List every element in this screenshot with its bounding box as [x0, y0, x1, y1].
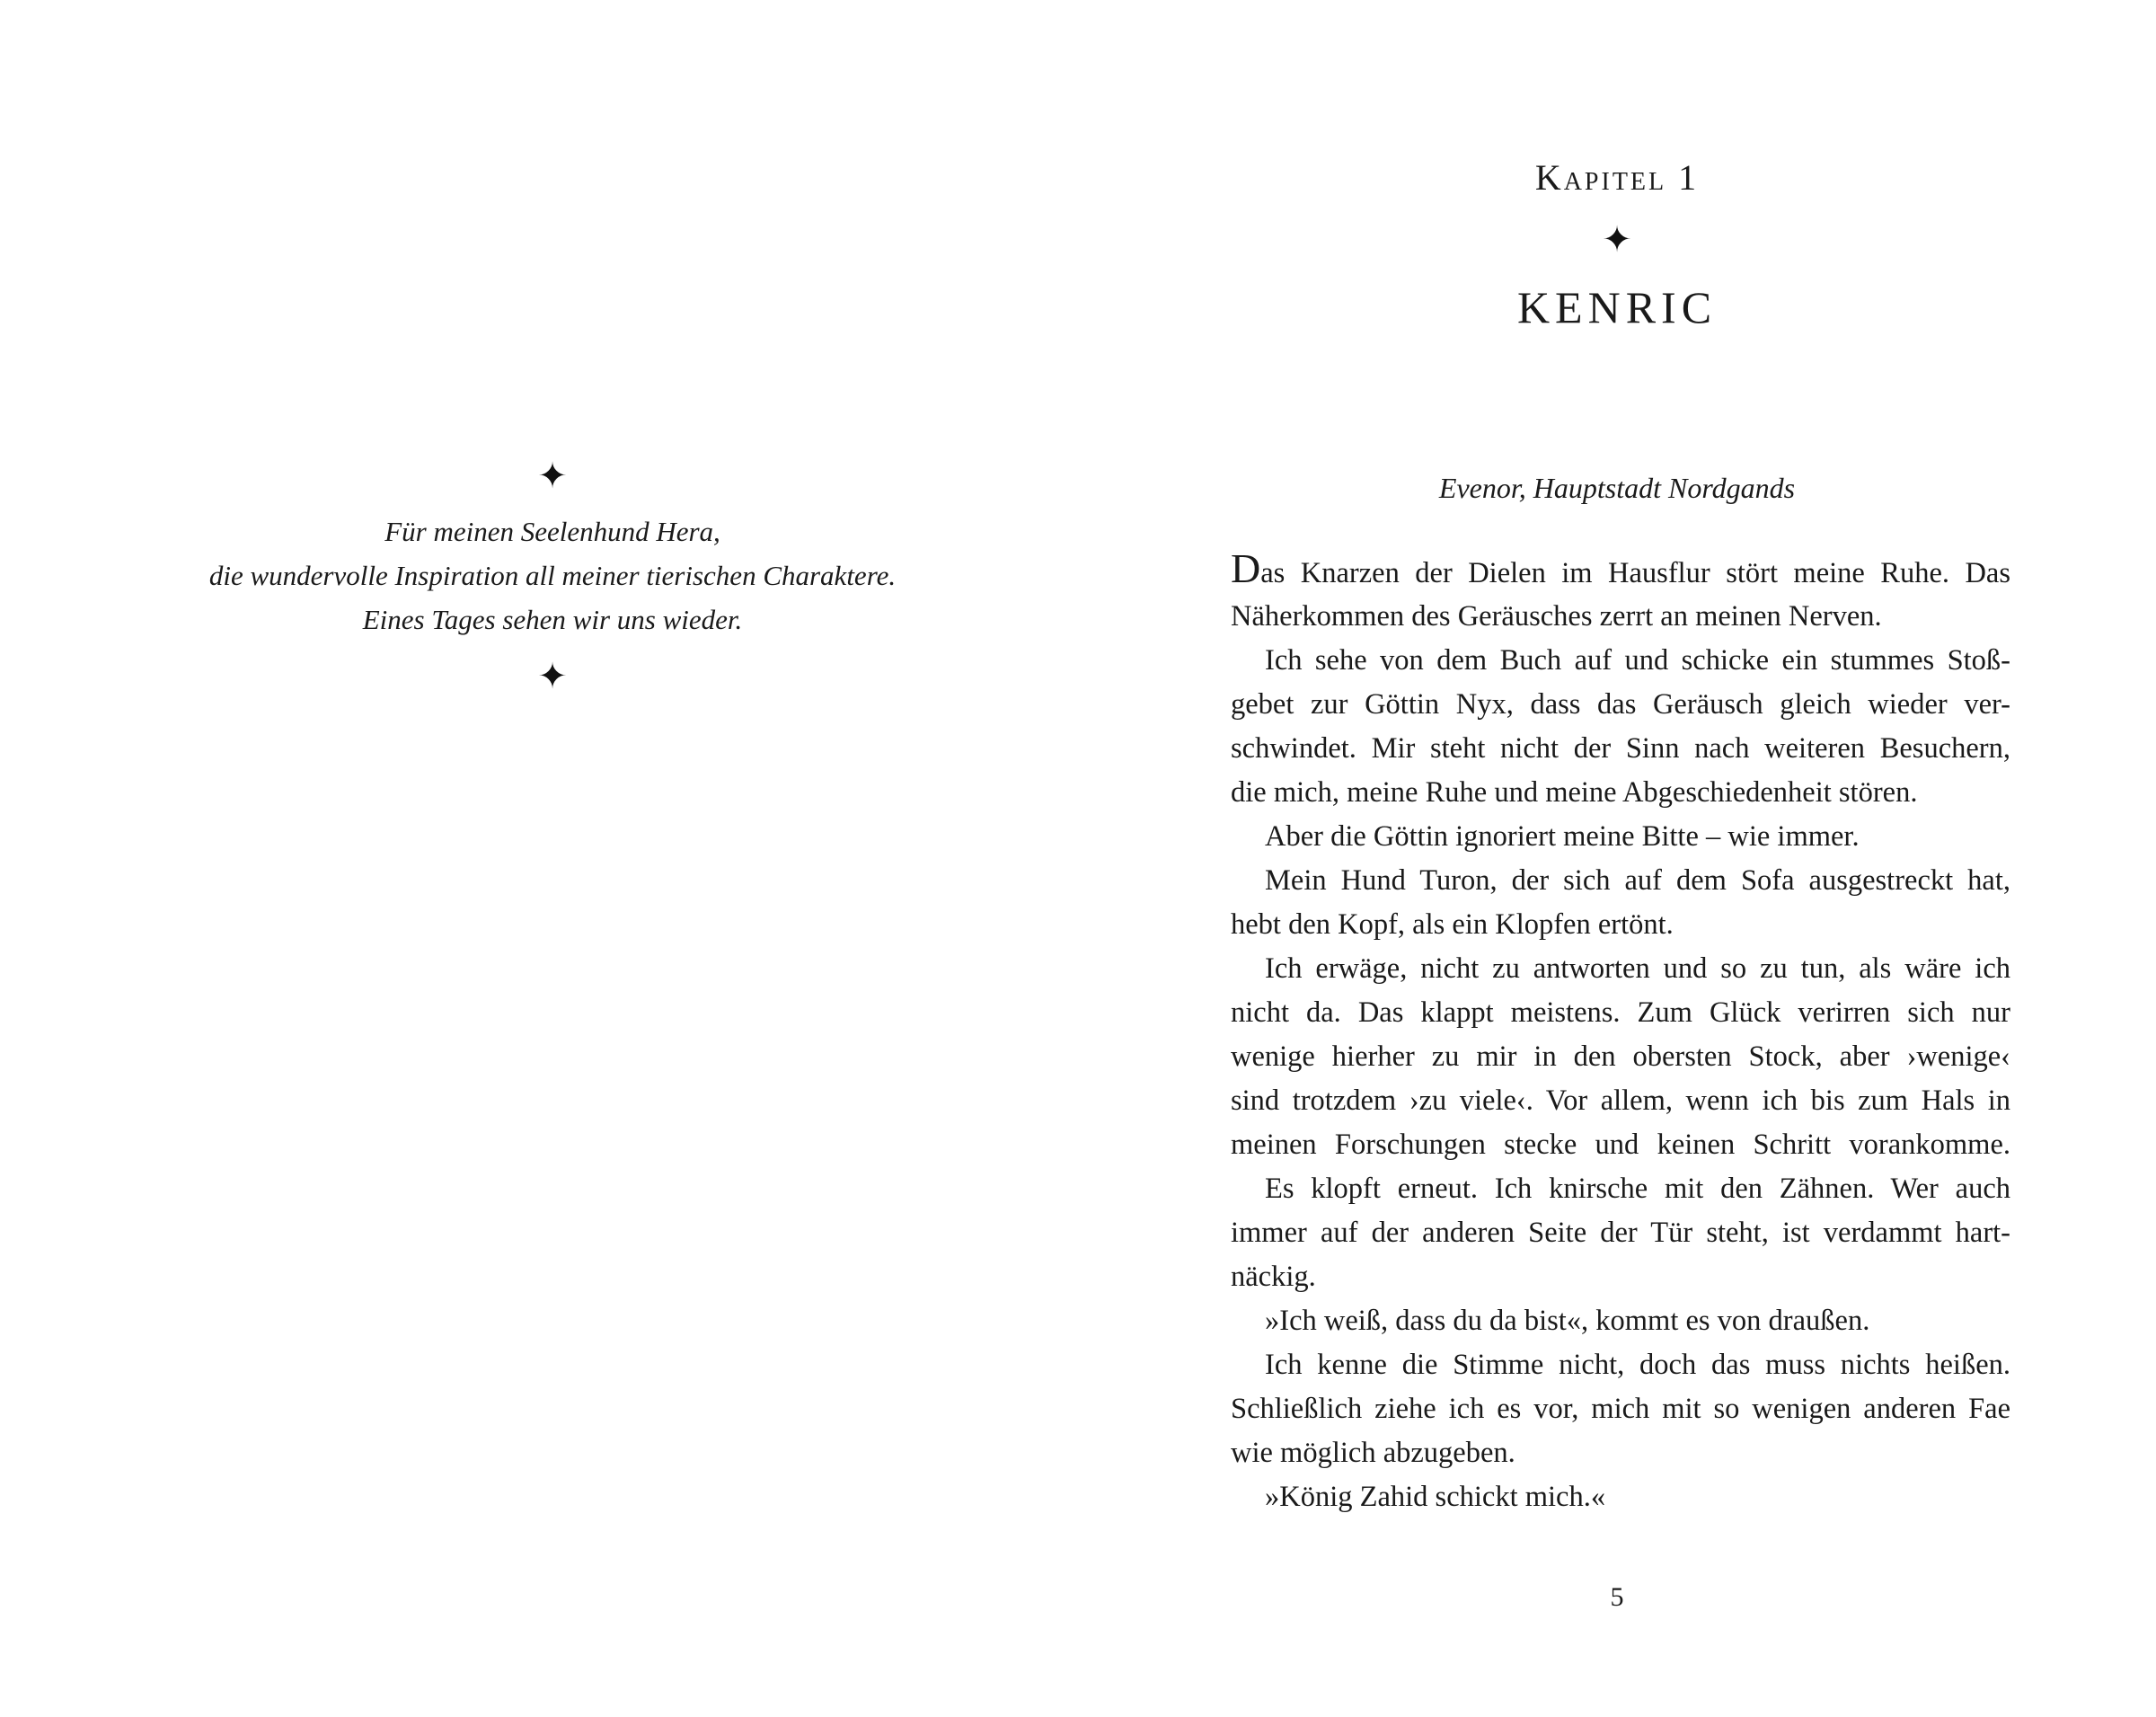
text-line: Ich erwäge, nicht zu antworten und so zu tun, als wäre ich [1265, 952, 2010, 985]
chapter-title: KENRIC [1516, 282, 1718, 332]
dedication-text [0, 509, 1105, 642]
text-line: gebet zur Göttin Nyx, dass das Geräusch gleich wieder ver- [1231, 688, 2010, 721]
text-line: »Ich weiß, dass du da bist«, kommt es von draußen. [1265, 1305, 1870, 1337]
text-line: wenige hierher zu mir in den obersten Stock, aber ›wenige‹ [1231, 1040, 2010, 1073]
text-line: sind trotzdem ›zu viele‹. Vor allem, wenn ich bis zum Hals in [1231, 1084, 2010, 1117]
text-line: hebt den Kopf, als ein Klopfen ertönt. [1231, 908, 1674, 941]
text-line: wie möglich abzugeben. [1231, 1437, 1515, 1469]
text-line: Näherkommen des Geräusches zerrt an meinen Nerven. [1231, 600, 1882, 633]
text-line: Schließlich ziehe ich es vor, mich mit so wenigen anderen Fae [1231, 1393, 2010, 1425]
chapter-ornament-star-icon: ✦ [1602, 219, 1632, 261]
text-line: meinen Forschungen stecke und keinen Schritt vorankomme. [1231, 1128, 2010, 1161]
text-line: nicht da. Das klappt meistens. Zum Glück verirren sich nur [1231, 996, 2010, 1029]
ornament-star-icon: ✦ [537, 656, 568, 697]
dedication-line: Eines Tages sehen wir uns wieder. [362, 604, 743, 635]
text-line: »König Zahid schickt mich.« [1265, 1481, 1606, 1513]
page-number: 5 [1610, 1582, 1624, 1612]
text-line: schwindet. Mir steht nicht der Sinn nach weiteren Besuchern, [1231, 732, 2010, 765]
drop-cap: D [1231, 545, 1261, 591]
text-line: Das Knarzen der Dielen im Hausflur stört meine Ruhe. Das [1231, 545, 2010, 591]
chapter-body-text [1231, 545, 2010, 1519]
chapter-location: Evenor, Hauptstadt Nordgands [1438, 472, 1796, 504]
dedication-line: Für meinen Seelenhund Hera, [384, 516, 720, 547]
dedication-line: die wundervolle Inspiration all meiner tierischen Charaktere. [208, 560, 897, 591]
ornament-star-icon: ✦ [537, 456, 568, 497]
text-line: näckig. [1231, 1261, 1316, 1293]
dedication [0, 454, 1105, 699]
text-line: die mich, meine Ruhe und meine Abgeschiedenheit stören. [1231, 776, 1918, 809]
text-line: Ich sehe von dem Buch auf und schicke ein stummes Stoß- [1265, 644, 2010, 677]
text-line: Aber die Göttin ignoriert meine Bitte – wie immer. [1265, 820, 1860, 853]
text-line: Es klopft erneut. Ich knirsche mit den Zähnen. Wer auch [1265, 1173, 2010, 1205]
text-line: Mein Hund Turon, der sich auf dem Sofa ausgestreckt hat, [1265, 864, 2010, 897]
text-line: immer auf der anderen Seite der Tür steht, ist verdammt hart- [1231, 1217, 2010, 1249]
chapter-label: Kapitel 1 [1534, 157, 1700, 198]
text-line: Ich kenne die Stimme nicht, doch das muss nichts heißen. [1265, 1349, 2010, 1381]
